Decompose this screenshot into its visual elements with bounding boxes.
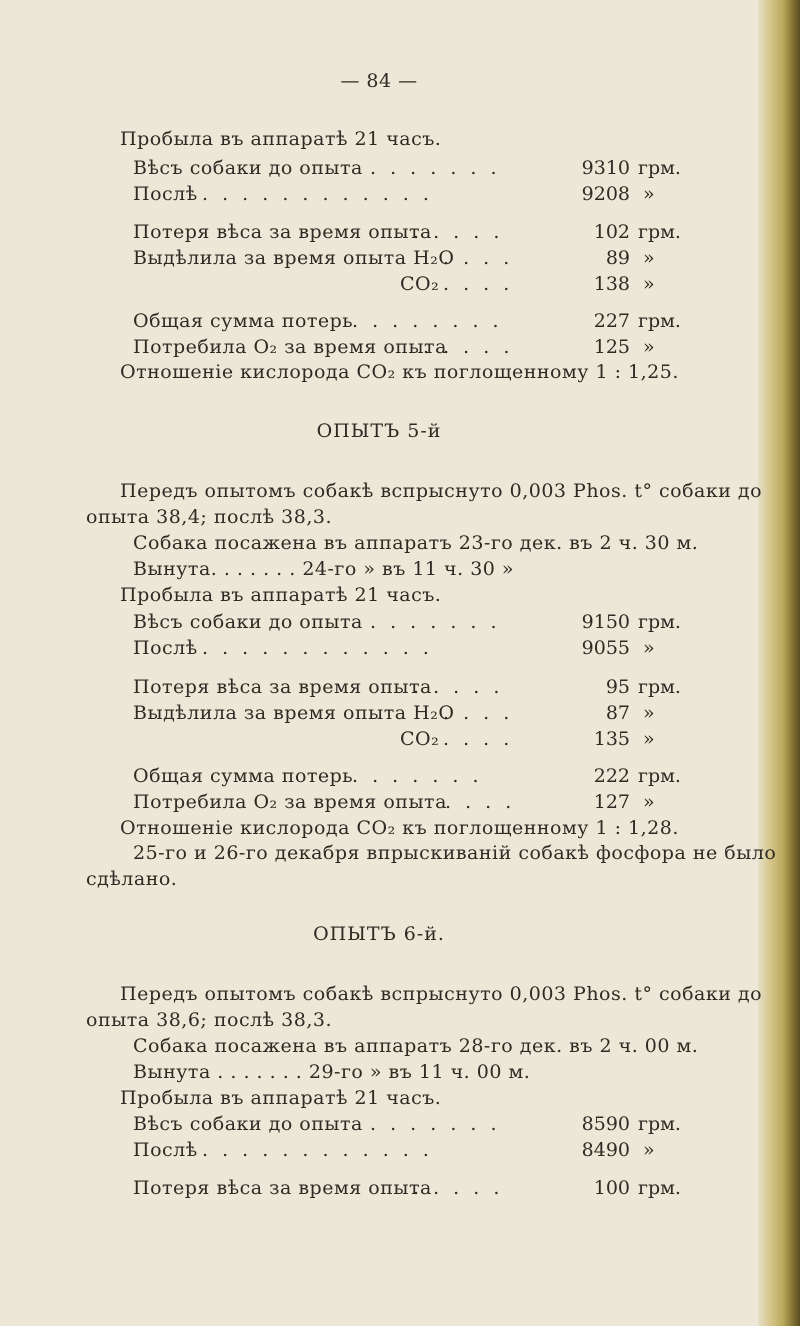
exp5-row-label: CO₂ (400, 728, 440, 750)
exp6-title: ОПЫТЪ 6-й. (313, 923, 445, 945)
exp5-row-dots: . . . . (443, 728, 514, 750)
exp5-row-unit: » (643, 728, 655, 750)
exp5-title: ОПЫТЪ 5-й (316, 420, 442, 442)
exp4-row-value: 9208 (581, 183, 630, 205)
exp6-row-value: 8590 (581, 1113, 630, 1135)
exp4-row-dots: . . . . . (413, 221, 504, 243)
exp4-row-unit: грм. (638, 310, 681, 332)
exp4-row-unit: грм. (638, 221, 681, 243)
exp5-row-dots: . . . . . . . (352, 765, 483, 787)
exp5-row-unit: » (643, 791, 655, 813)
exp6-placed-line: Собака посажена въ аппаратъ 28-го дек. въ 2 ч. 00 м. (133, 1035, 699, 1057)
exp5-row-unit: » (643, 702, 655, 724)
exp5-row-dots: . . . . (443, 702, 514, 724)
exp4-row-label: CO₂ (400, 273, 440, 295)
exp4-row-value: 9310 (581, 157, 630, 179)
exp5-row-label: Потребила O₂ за время опыта (133, 791, 447, 813)
exp4-row-unit: » (643, 183, 655, 205)
exp4-row-dots: . . . . . . . . (352, 310, 503, 332)
exp6-row-dots: . . . . . . . (370, 1113, 501, 1135)
exp4-row-value: 125 (593, 336, 630, 358)
exp6-stay-line: Пробыла въ аппаратѣ 21 часъ. (120, 1087, 442, 1109)
exp6-intro-line-1: Передъ опытомъ собакѣ вспрыснуто 0,003 Phos. t° собаки до (120, 983, 763, 1005)
exp5-intro-line-1: Передъ опытомъ собакѣ вспрыснуто 0,003 Phos. t° собаки до (120, 480, 763, 502)
exp6-row-unit: » (643, 1139, 655, 1161)
exp4-row-value: 89 (605, 247, 630, 269)
exp4-row-label: Вѣсъ собаки до опыта (133, 157, 363, 179)
page-binding-edge (758, 0, 800, 1326)
exp6-row-value: 8490 (581, 1139, 630, 1161)
exp5-row-dots: . . . . . . . . . . . . (202, 637, 433, 659)
exp4-row-value: 102 (593, 221, 630, 243)
exp4-row-unit: » (643, 336, 655, 358)
exp5-removed-line: Вынута. . . . . . . 24-го » въ 11 ч. 30 » (133, 558, 515, 580)
exp5-row-value: 127 (593, 791, 630, 813)
exp4-row-dots: . . . . (443, 247, 514, 269)
exp4-row-unit: » (643, 273, 655, 295)
exp5-row-unit: грм. (638, 676, 681, 698)
exp6-row-dots: . . . . . (413, 1177, 504, 1199)
exp5-row-label: Общая сумма потерь (133, 765, 354, 787)
exp5-stay-line: Пробыла въ аппаратѣ 21 часъ. (120, 584, 442, 606)
exp6-row-label: Послѣ (133, 1139, 198, 1161)
exp6-row-label: Потеря вѣса за время опыта (133, 1177, 432, 1199)
exp4-row-label: Выдѣлила за время опыта H₂O (133, 247, 455, 269)
exp4-row-label: Послѣ (133, 183, 198, 205)
exp4-row-unit: » (643, 247, 655, 269)
exp6-row-unit: грм. (638, 1177, 681, 1199)
exp5-note-line-2: сдѣлано. (86, 868, 178, 890)
exp5-row-label: Потеря вѣса за время опыта (133, 676, 432, 698)
exp6-row-unit: грм. (638, 1113, 681, 1135)
exp5-row-label: Вѣсъ собаки до опыта (133, 611, 363, 633)
exp5-row-label: Послѣ (133, 637, 198, 659)
exp5-note-line-1: 25-го и 26-го декабря впрыскиваній собакѣ фосфора не было (133, 842, 777, 864)
exp6-removed-line: Вынута . . . . . . . 29-го » въ 11 ч. 00 м. (133, 1061, 531, 1083)
exp5-row-value: 87 (605, 702, 630, 724)
exp4-row-dots: . . . . . . . (370, 157, 501, 179)
exp5-row-value: 95 (605, 676, 630, 698)
exp5-placed-line: Собака посажена въ аппаратъ 23-го дек. въ 2 ч. 30 м. (133, 532, 699, 554)
exp5-row-dots: . . . . (445, 791, 516, 813)
exp4-ratio: Отношеніе кислорода CO₂ къ поглощенному 1 : 1,25. (120, 361, 679, 383)
exp5-row-value: 222 (593, 765, 630, 787)
exp5-intro-line-2: опыта 38,4; послѣ 38,3. (86, 506, 333, 528)
exp5-row-label: Выдѣлила за время опыта H₂O (133, 702, 455, 724)
exp5-row-value: 9150 (581, 611, 630, 633)
exp6-intro-line-2: опыта 38,6; послѣ 38,3. (86, 1009, 333, 1031)
exp5-ratio: Отношеніе кислорода CO₂ къ поглощенному 1 : 1,28. (120, 817, 679, 839)
exp6-row-label: Вѣсъ собаки до опыта (133, 1113, 363, 1135)
exp4-row-value: 227 (593, 310, 630, 332)
exp4-row-label: Потеря вѣса за время опыта (133, 221, 432, 243)
exp4-row-dots: . . . . (443, 273, 514, 295)
exp5-row-unit: » (643, 637, 655, 659)
exp5-row-value: 135 (593, 728, 630, 750)
exp5-row-value: 9055 (581, 637, 630, 659)
exp5-row-dots: . . . . . (413, 676, 504, 698)
exp4-stay-line: Пробыла въ аппаратѣ 21 часъ. (120, 128, 442, 150)
exp5-row-unit: грм. (638, 611, 681, 633)
exp4-row-unit: грм. (638, 157, 681, 179)
page-number: — 84 — (340, 70, 418, 92)
exp6-row-value: 100 (593, 1177, 630, 1199)
exp4-row-label: Потребила O₂ за время опыта (133, 336, 447, 358)
exp4-row-value: 138 (593, 273, 630, 295)
exp5-row-unit: грм. (638, 765, 681, 787)
exp4-row-dots: . . . . . . . . . . . . (202, 183, 433, 205)
exp4-row-label: Общая сумма потерь (133, 310, 354, 332)
exp6-row-dots: . . . . . . . . . . . . (202, 1139, 433, 1161)
exp4-row-dots: . . . . . (423, 336, 514, 358)
exp5-row-dots: . . . . . . . (370, 611, 501, 633)
